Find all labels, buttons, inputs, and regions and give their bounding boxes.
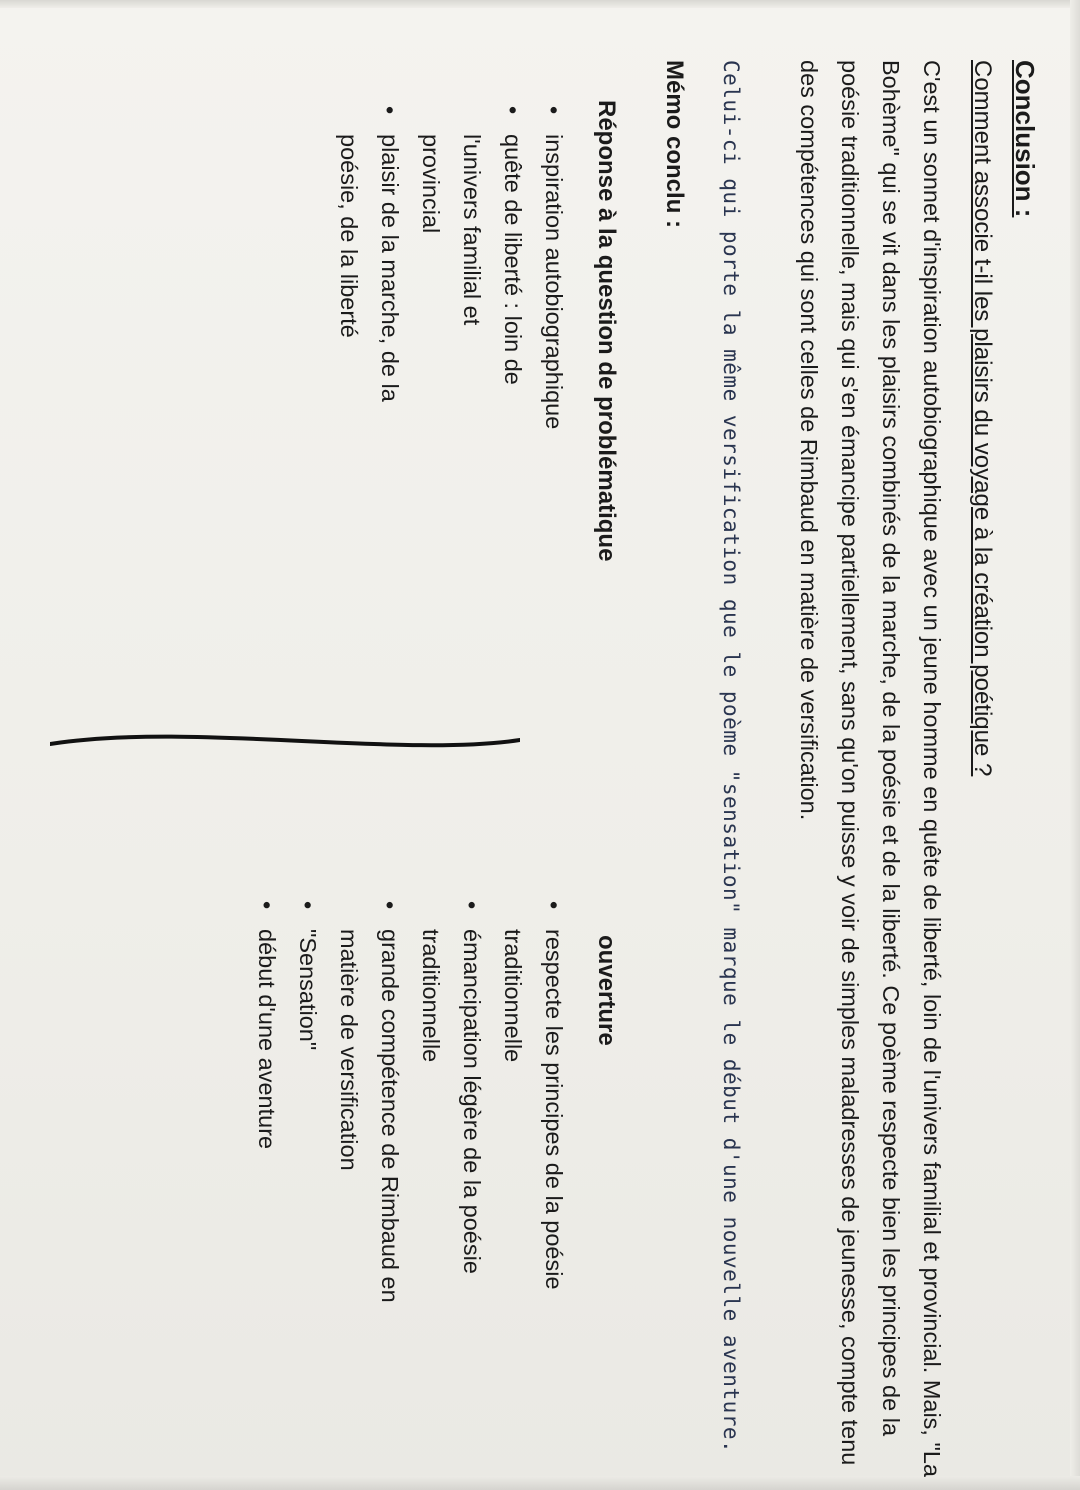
list-item: • respecte les principes de la poésie traditionnelle — [492, 895, 574, 1365]
rotated-page-content — [20, 40, 1040, 1480]
list-item: • émancipation légère de la poésie traditionnelle — [410, 895, 492, 1365]
response-list — [328, 100, 574, 430]
ouverture-column-title: ouverture — [593, 935, 620, 1046]
wavy-divider — [50, 720, 520, 760]
list-item: • début d'une aventure — [246, 895, 287, 1365]
list-item: • "Sensation" — [287, 895, 328, 1365]
list-item: • quête de liberté : loin de l'univers familial et provincial — [410, 100, 533, 430]
list-item: • grande compétence de Rimbaud en matière de versification — [328, 895, 410, 1365]
memo-title: Mémo conclu : — [661, 60, 688, 229]
list-item: • plaisir de la marche, de la poésie, de la liberté — [328, 100, 410, 430]
paper-edge-top — [0, 0, 1080, 8]
ouverture-list — [246, 895, 574, 1365]
paper-edge-right — [1070, 0, 1080, 1490]
response-column-title: Réponse à la question de problématique — [593, 100, 620, 562]
problematic-question: Comment associe t-il les plaisirs du voyage à la création poétique ? — [969, 60, 996, 777]
conclusion-paragraph: C'est un sonnet d'inspiration autobiographique avec un jeune homme en quête de liberté, loin de l'univers familial et provincial. Mais, "La Bohème" qui se vit dans les plaisirs combinés de la marche, de la poésie et de la liberté. Ce poème respecte bien les principes de la poésie traditionnelle, mais qui s'en émancipe partiellement, sans qu'on puisse y voir de simples maladresses de jeunesse, compte tenu des compétences qui sont celles de Rimbaud en matière de versification. — [796, 60, 945, 1477]
list-item: • inspiration autobiographique — [533, 100, 574, 430]
conclusion-title: Conclusion : — [1010, 60, 1040, 218]
handwritten-note: Celui-ci qui porte la même versification que le poème "sensation" marque le début d'une nouvelle aventure. — [719, 60, 743, 1454]
